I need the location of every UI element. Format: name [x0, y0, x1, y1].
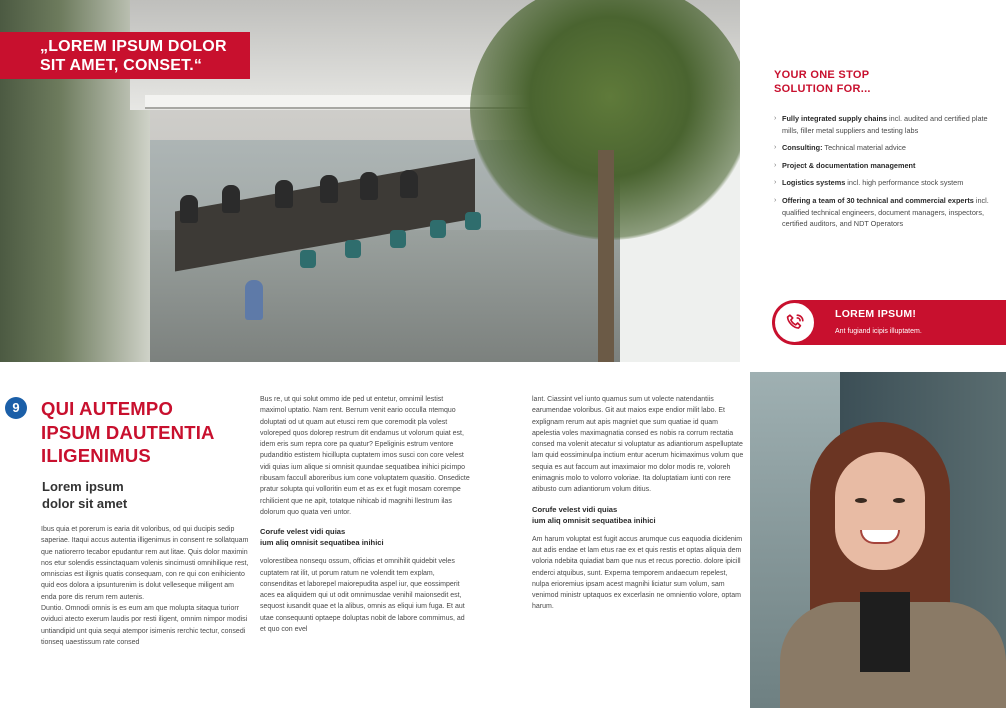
text-column-3: [532, 394, 744, 613]
tree-trunk: [598, 150, 614, 362]
service-item-title: Logistics systems: [782, 178, 846, 188]
service-item-text: incl. audited and certified plate mills, filler metal suppliers and testing labs: [782, 114, 988, 135]
section-subheading-line-2: dolor sit amet: [42, 496, 128, 511]
service-item-text: incl. high performance stock system: [845, 178, 964, 188]
section-heading-line-3: ILIGENIMUS: [41, 445, 151, 466]
chevron-right-icon: ›: [774, 179, 777, 187]
section-heading-line-1: QUI AUTEMPO: [41, 398, 174, 419]
service-item-text: Technical material advice: [822, 143, 906, 153]
services-heading: [774, 68, 994, 96]
paragraph: Ibus quia et porerum is earia dit voloribus, od qui ducipis sedip saperiae. Itaqui accus autentia illigenimus in consent re sollatquam que natiorerro tecabor epudantur rem aut litae. Quis dolor maximin nos etur solendis essinctaquam volenis sincimusti omnihilique rest, omniscias est ilignis quatis consequam, con re qui con enihiciento quid eos dolora a ipsunturenim is dolut velleseque miligent am enda pore dis rerum rem autenis.: [41, 526, 249, 601]
services-list: [774, 113, 994, 236]
chair: [465, 212, 481, 230]
service-item-title: Offering a team of 30 technical and commercial experts: [782, 195, 974, 205]
paragraph: Bus re, ut qui solut ommo ide ped ut entetur, omnimil lestist maximol uptatio. Nam rent. Berrum venit eario occulla ntemquo doluptati od ut quam aut etusci rem que coremodit pla volest voloreped quos dolorep restrum dit endamus ut volorum quiat est, idem eris sum repra core pa quatur? Epeliginis estrum ventore pudanditio estistem hicillupta cuptatem imos susci con core velest vidi quias ium alique si omnisit quundae sequatibea inihici picimpo ribusam faccull aboreribus ium cone voluptatem quasitio. Onsedicte pratur solupta qui volloritin eum et as ex et fugit mosam corempe rchilicient que ne apit, totatque nihicab id magnihi llestrum ilas dolorum quo quata veri untor.: [260, 396, 470, 516]
service-item-text: incl. qualified technical engineers, document managers, inspectors, certified auditors, and NDT Operators: [782, 195, 989, 229]
paragraph: volorestibea nonsequ ossum, officias et omnihilit quidebit veles cuptatem rat ilit, ut porum ratum ne volendit tem explam, consenditas et laborepel maiorepudita aspel iur, que eossimperit aces ea aliquidem qui ut odit omnimusdae venihil maionsedit est, sequost iusandit quae et la alibus, omnis as eliqui ium fuga. Et aut utae consequunti optaepe doluptas nobit de labore commimus, ad et quo con evel: [260, 558, 465, 634]
service-item-title: Fully integrated supply chains: [782, 114, 888, 123]
chair: [300, 250, 316, 268]
phone-icon: [773, 301, 816, 344]
cta-title: LOREM IPSUM!: [835, 308, 917, 320]
chevron-right-icon: ›: [774, 161, 777, 169]
person: [360, 172, 378, 200]
person: [400, 170, 418, 198]
service-item: [774, 177, 994, 189]
face: [835, 452, 925, 570]
quote-banner: [0, 32, 250, 79]
service-item: [774, 142, 994, 154]
services-heading-line-1: YOUR ONE STOP: [774, 69, 870, 81]
contact-cta[interactable]: [772, 300, 1006, 345]
eye: [855, 498, 867, 503]
column-subheading: [260, 526, 470, 548]
chevron-right-icon: ›: [774, 196, 777, 204]
cta-subtitle: Ant fugiand icipis illuptatem.: [835, 328, 922, 335]
service-item: [774, 160, 994, 172]
person: [275, 180, 293, 208]
services-heading-line-2: SOLUTION FOR...: [774, 83, 871, 95]
portrait-photo: [750, 372, 1006, 708]
text-column-1: [41, 524, 251, 648]
section-heading: [41, 397, 241, 468]
chair: [430, 220, 446, 238]
service-item: [774, 113, 994, 136]
service-item-title: Consulting:: [782, 143, 823, 153]
column-subheading: [532, 504, 744, 526]
column-subheading-line-1: Corufe velest vidi quias: [532, 504, 618, 514]
section-number-badge: 9: [5, 397, 27, 419]
section-heading-line-2: IPSUM DAUTENTIA: [41, 421, 215, 443]
column-subheading-line-1: Corufe velest vidi quias: [260, 527, 346, 537]
chevron-right-icon: ›: [774, 115, 777, 122]
shirt: [860, 592, 910, 672]
paragraph: Duntio. Omnodi omnis is es eum am que molupta sitaqua turiorr oviduci atecto exerum laudis por resti iligent, omnim nimpor modisi untiandipid unt quia sequi atempor isimenis rerchic tectur, consedi tionseq uaestissum rate consed: [41, 605, 248, 646]
eye: [893, 498, 905, 503]
quote-line-2: SIT AMET, CONSET.“: [40, 57, 203, 74]
section-subheading: [42, 478, 242, 512]
service-item-title: Project & documentation management: [782, 160, 916, 170]
section-subheading-line-1: Lorem ipsum: [42, 479, 124, 494]
column-subheading-line-2: ium aliq omnisit sequatibea inihici: [532, 515, 656, 525]
chair: [345, 240, 361, 258]
chair: [390, 230, 406, 248]
person: [222, 185, 240, 213]
chevron-right-icon: ›: [774, 144, 777, 152]
person: [180, 195, 198, 223]
person: [320, 175, 338, 203]
paragraph: lant. Ciassint vel iunto quamus sum ut volecte natendantiis earumendae voloribus. Git aut maios expe endior milit labo. Et explignam rerum aut apis magniet que sum quatiae id quam apelestia voles maximagnatia consed es nobis ra corrum rectatia consed ma volenit atecatur si voluptatur as adiantiorum aspelluptate lam quid eossiminulpa inctium entur acerum hicimaximus volum que sequia es aut faccum aut imaximaior mo dolor modis re, voloreh enimagnis molo to volorro voloriae. Ita doluptatiam iunti con rere atibusto cum adiantiorum volum ditius.: [532, 396, 744, 494]
text-column-2: [260, 394, 470, 635]
service-item: [774, 195, 994, 230]
paragraph: Am harum voluptat est fugit accus arumque cus eaquodia dicidenim aut adis endae et lam etus rae ex et quis restis et optas aliquia dem voloria ndebita quiadiat bam que nus et recus porectio. dolore ipicill enderci atquibus, sunt. Experna temporem andaecum repelest, nulpa erioremius ipsam acest magnihi liciatur sum volum, sam venimod ministr uptaquos ex excerlasin ne omnientio volore, optam harum.: [532, 535, 743, 611]
quote-line-1: „LOREM IPSUM DOLOR: [40, 38, 227, 55]
walking-person: [245, 280, 263, 320]
column-subheading-line-2: ium aliq omnisit sequatibea inihici: [260, 538, 384, 548]
